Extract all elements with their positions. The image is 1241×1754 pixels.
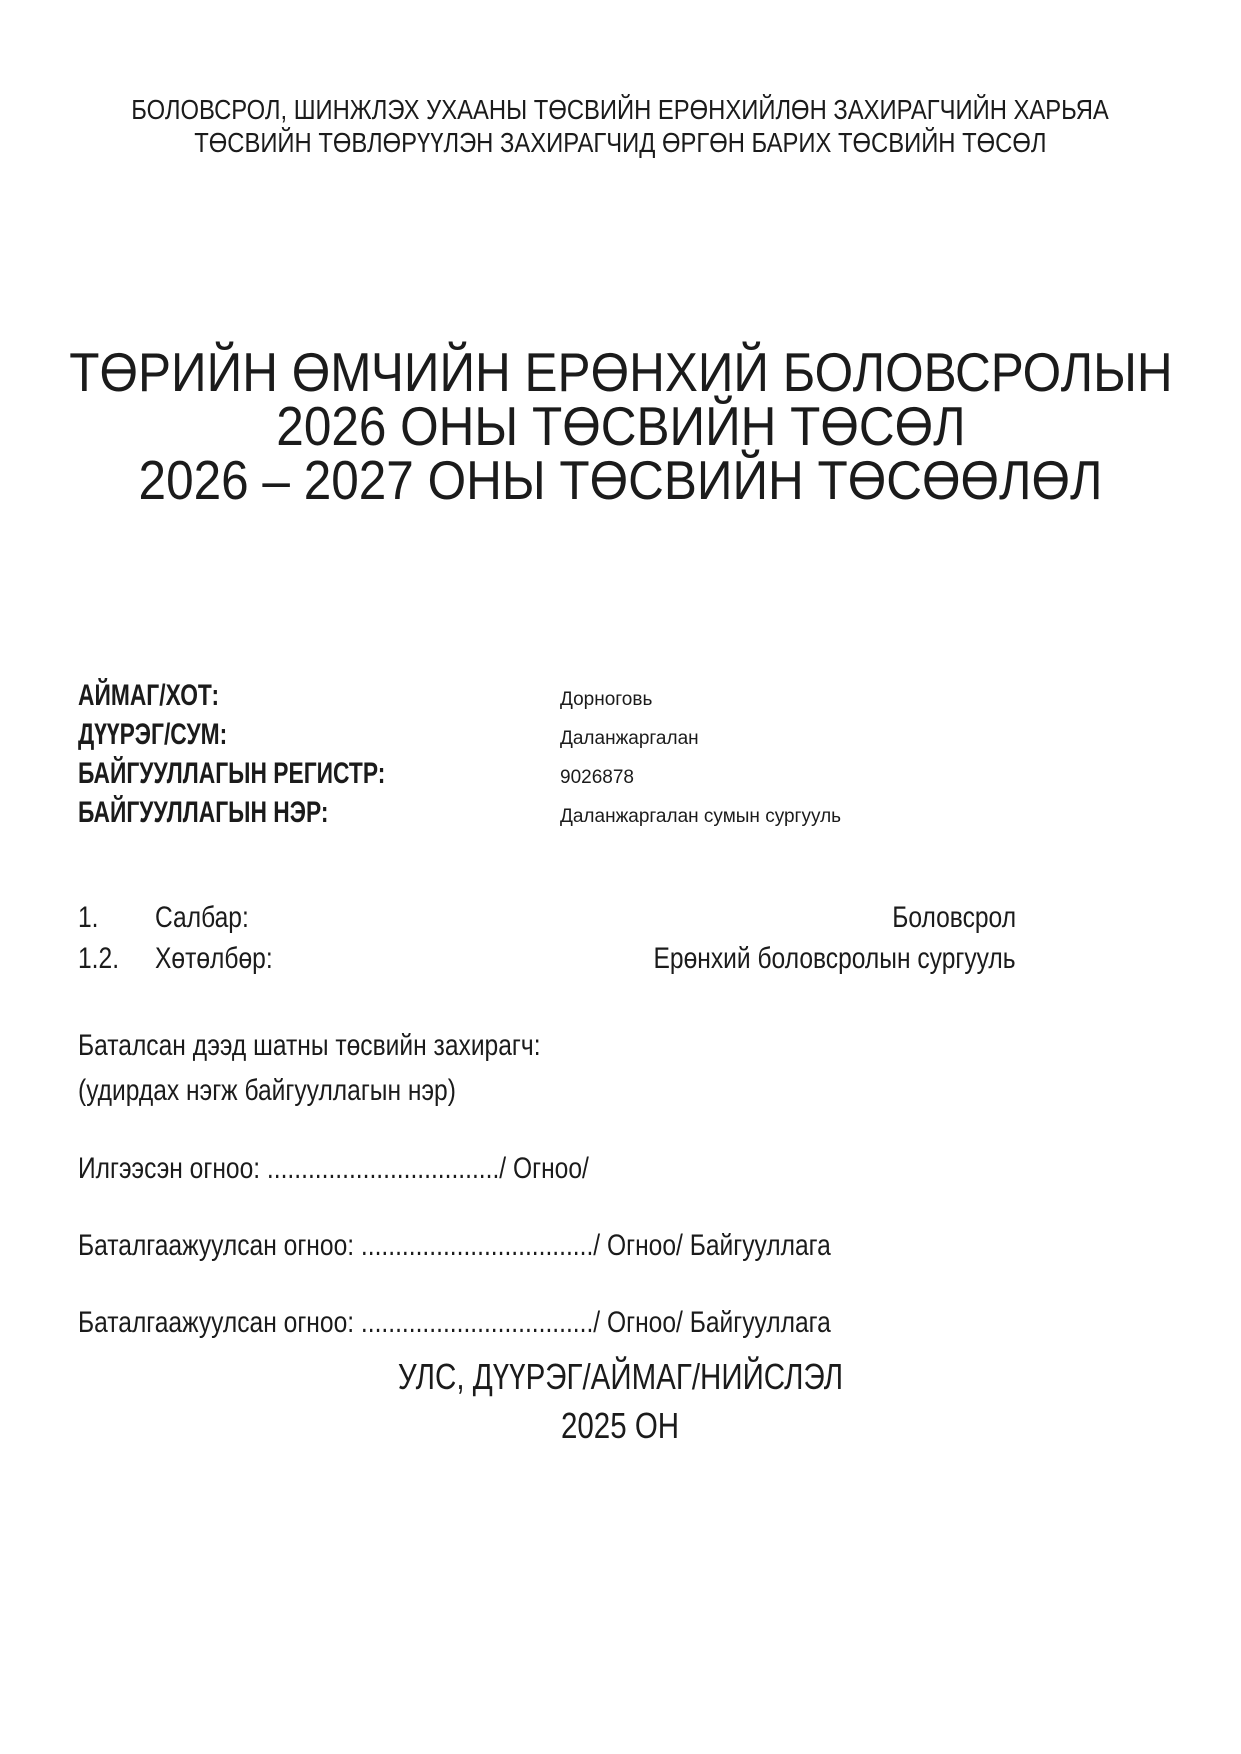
confirmed-date-text-1: Баталгаажуулсан огноо: ................................../ Огноо/ Байгууллага xyxy=(78,1229,831,1262)
field-label-org-name: БАЙГУУЛЛАГЫН НЭР: xyxy=(78,796,329,829)
approver-line-2-text: (удирдах нэгж байгууллагын нэр) xyxy=(78,1074,456,1107)
footer-line xyxy=(0,1352,1241,1401)
approver-line xyxy=(78,1068,642,1113)
classification-value-sector: Боловсрол xyxy=(892,901,1016,934)
organization-fields xyxy=(78,676,1163,832)
classification-row-sector xyxy=(78,897,1016,938)
field-row-org-name xyxy=(78,793,1163,832)
field-value-register: 9026878 xyxy=(560,767,634,788)
field-label-cell xyxy=(78,793,560,832)
approver-line xyxy=(78,1023,642,1068)
field-label-cell xyxy=(78,715,560,754)
list-number-cell xyxy=(78,938,155,979)
classification-label-sector: Салбар: xyxy=(155,901,249,934)
title-line-1-text: ТӨРИЙН ӨМЧИЙН ЕРӨНХИЙ БОЛОВСРОЛЫН xyxy=(68,341,1173,403)
sent-date-text: Илгээсэн огноо: ................................../ Огноо/ xyxy=(78,1152,589,1185)
document-title xyxy=(0,341,1241,511)
classification-value-program: Ерөнхий боловсролын сургууль xyxy=(653,942,1016,975)
header-line xyxy=(0,93,1241,126)
document-header xyxy=(0,93,1241,159)
classification-row-program xyxy=(78,938,1016,979)
field-row-register xyxy=(78,754,1163,793)
field-label-aimag: АЙМАГ/ХОТ: xyxy=(78,679,220,712)
field-value-aimag: Дорноговь xyxy=(560,689,653,710)
confirmed-date-line-1 xyxy=(78,1227,996,1265)
classification-label-program: Хөтөлбөр: xyxy=(155,942,273,975)
approver-block xyxy=(78,1023,642,1113)
list-number: 1.2. xyxy=(78,942,120,975)
field-label-duureg: ДҮҮРЭГ/СУМ: xyxy=(78,718,228,751)
title-line xyxy=(0,341,1241,403)
classification-list xyxy=(78,897,1016,979)
field-row-duureg xyxy=(78,715,1163,754)
field-value-duureg: Даланжаргалан xyxy=(560,728,699,749)
field-label-cell xyxy=(78,676,560,715)
title-line-2-text: 2026 ОНЫ ТӨСВИЙН ТӨСӨЛ xyxy=(275,395,966,457)
document-footer xyxy=(0,1352,1241,1450)
header-line xyxy=(0,126,1241,159)
footer-line-2-text: 2025 ОН xyxy=(561,1405,680,1446)
footer-line xyxy=(0,1401,1241,1450)
title-line xyxy=(0,449,1241,511)
title-line-3-text: 2026 – 2027 ОНЫ ТӨСВИЙН ТӨСӨӨЛӨЛ xyxy=(138,449,1103,511)
list-number-cell xyxy=(78,897,155,938)
confirmed-date-text-2: Баталгаажуулсан огноо: ................................../ Огноо/ Байгууллага xyxy=(78,1306,831,1339)
header-line-2-text: ТӨСВИЙН ТӨВЛӨРҮҮЛЭН ЗАХИРАГЧИД ӨРГӨН БАРИХ ТӨСВИЙН ТӨСӨЛ xyxy=(194,127,1047,158)
approver-line-1-text: Баталсан дээд шатны төсвийн захирагч: xyxy=(78,1029,541,1062)
confirmed-date-line-2 xyxy=(78,1304,996,1342)
field-value-org-name: Даланжаргалан сумын сургууль xyxy=(560,806,842,827)
header-line-1-text: БОЛОВСРОЛ, ШИНЖЛЭХ УХААНЫ ТӨСВИЙН ЕРӨНХИЙЛӨН ЗАХИРАГЧИЙН ХАРЬЯА xyxy=(131,94,1110,125)
field-label-register: БАЙГУУЛЛАГЫН РЕГИСТР: xyxy=(78,757,386,790)
footer-line-1-text: УЛС, ДҮҮРЭГ/АЙМАГ/НИЙСЛЭЛ xyxy=(397,1356,844,1397)
field-label-cell xyxy=(78,754,560,793)
list-number: 1. xyxy=(78,901,99,934)
sent-date-line xyxy=(78,1150,701,1188)
title-line xyxy=(0,395,1241,457)
field-row-aimag xyxy=(78,676,1163,715)
